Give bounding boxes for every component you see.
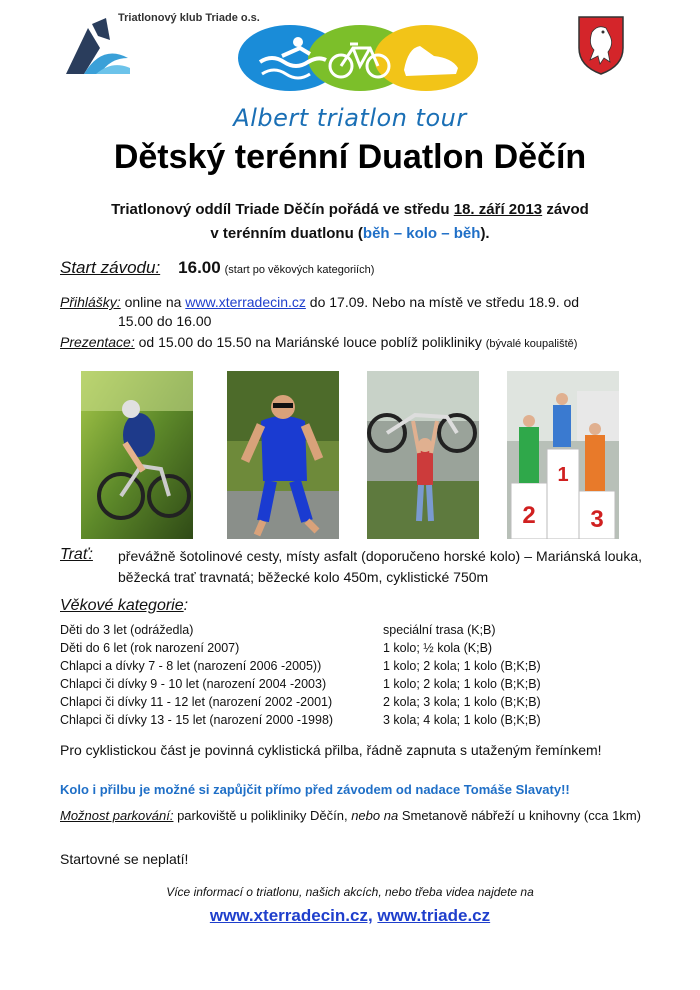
presentation-row xyxy=(60,333,642,354)
photo-cyclist xyxy=(81,371,193,539)
presentation-label: Prezentace: xyxy=(60,334,135,350)
category-name: Chlapci či dívky 11 - 12 let (narození 2002 -2001) xyxy=(60,695,333,709)
start-row xyxy=(60,258,642,280)
intro-part2: závod xyxy=(542,201,589,218)
footer-link-triade[interactable]: www.triade.cz xyxy=(377,906,491,925)
photo-podium xyxy=(507,371,619,539)
tour-title: Albert triatlon tour xyxy=(233,104,467,132)
registration-text1: online na xyxy=(120,294,186,310)
photo-runner xyxy=(227,371,339,539)
categories-table xyxy=(60,621,640,729)
intro-part4: ). xyxy=(480,225,490,242)
registration-label: Přihlášky: xyxy=(60,294,121,310)
category-laps: speciální trasa (K;B) xyxy=(383,623,496,637)
category-laps: 2 kola; 3 kola; 1 kolo (B;K;B) xyxy=(383,695,541,709)
route-text: převážně šotolinové cesty, místy asfalt (doporučeno horské kolo) – Mariánská louka, běžecká trať travnatá; běžecké kolo 450m, cyklistické 750m xyxy=(118,548,642,585)
category-laps: 1 kolo; 2 kola; 1 kolo (B;K;B) xyxy=(383,677,541,691)
presentation-note: (bývalé koupaliště) xyxy=(485,338,578,350)
decin-coat-of-arms xyxy=(576,14,626,76)
start-label: Start závodu: xyxy=(60,258,161,277)
intro-text xyxy=(40,198,660,246)
category-name: Děti do 3 let (odrážedla) xyxy=(60,623,194,637)
fee-notice: Startovné se neplatí! xyxy=(60,851,189,867)
registration-text3: 15.00 do 16.00 xyxy=(118,313,212,329)
parking-text1: parkoviště u polikliniky Děčín, xyxy=(173,808,352,823)
podium-second-number: 2 xyxy=(522,502,536,529)
parking-label: Možnost parkování: xyxy=(60,808,174,823)
categories-title-text: Věkové kategorie xyxy=(60,597,184,614)
start-time: 16.00 xyxy=(178,258,221,277)
category-row xyxy=(60,639,640,657)
triathlon-ovals-logo xyxy=(238,18,478,94)
registration-link[interactable]: www.xterradecin.cz xyxy=(185,294,306,310)
categories-title-colon: : xyxy=(183,597,189,614)
podium-third-number: 3 xyxy=(590,506,604,533)
category-row xyxy=(60,621,640,639)
intro-part3: v terénním duatlonu ( xyxy=(210,225,363,242)
category-row xyxy=(60,657,640,675)
loan-notice: Kolo i přilbu je možné si zapůjčit přímo před závodem od nadace Tomáše Slavaty!! xyxy=(60,782,570,797)
club-name: Triatlonový klub Triade o.s. xyxy=(118,12,260,24)
route-label: Trať: xyxy=(60,546,93,563)
category-laps: 3 kola; 4 kola; 1 kolo (B;K;B) xyxy=(383,713,541,727)
parking-text2: Smetanově nábřeží u knihovny (cca 1km) xyxy=(398,808,641,823)
footer-link-xterradecin[interactable]: www.xterradecin.cz, xyxy=(209,906,373,925)
categories-title xyxy=(60,597,188,615)
parking-or: nebo na xyxy=(351,808,399,823)
category-laps: 1 kolo; ½ kola (K;B) xyxy=(383,641,493,655)
presentation-text: od 15.00 do 15.50 na Mariánské louce poblíž polikliniky xyxy=(134,334,486,350)
podium-first-number: 1 xyxy=(557,464,569,486)
footer-links xyxy=(0,906,700,926)
category-name: Děti do 6 let (rok narození 2007) xyxy=(60,641,240,655)
more-info: Více informací o triatlonu, našich akcích, nebo třeba videa najdete na xyxy=(166,885,534,899)
helmet-notice: Pro cyklistickou část je povinná cyklistická přilba, řádně zapnuta s utaženým řemínkem! xyxy=(60,742,602,758)
registration-text2: do 17.09. Nebo na místě ve středu 18.9. od xyxy=(305,294,580,310)
main-title: Dětský terénní Duatlon Děčín xyxy=(113,138,587,176)
category-name: Chlapci a dívky 7 - 8 let (narození 2006 -2005)) xyxy=(60,659,322,673)
category-row xyxy=(60,711,640,729)
category-row xyxy=(60,693,640,711)
category-laps: 1 kolo; 2 kola; 1 kolo (B;K;B) xyxy=(383,659,541,673)
category-name: Chlapci či dívky 9 - 10 let (narození 2004 -2003) xyxy=(60,677,327,691)
parking-info xyxy=(60,806,642,826)
disciplines: běh – kolo – běh xyxy=(362,225,481,242)
category-row xyxy=(60,675,640,693)
start-note: (start po věkových kategoriích) xyxy=(224,264,375,276)
registration-row xyxy=(60,293,642,331)
intro-part1: Triatlonový oddíl Triade Děčín pořádá ve středu xyxy=(111,201,454,218)
category-name: Chlapci či dívky 13 - 15 let (narození 2000 -1998) xyxy=(60,713,334,727)
race-date: 18. září 2013 xyxy=(453,201,543,218)
photo-bike-lift xyxy=(367,371,479,539)
